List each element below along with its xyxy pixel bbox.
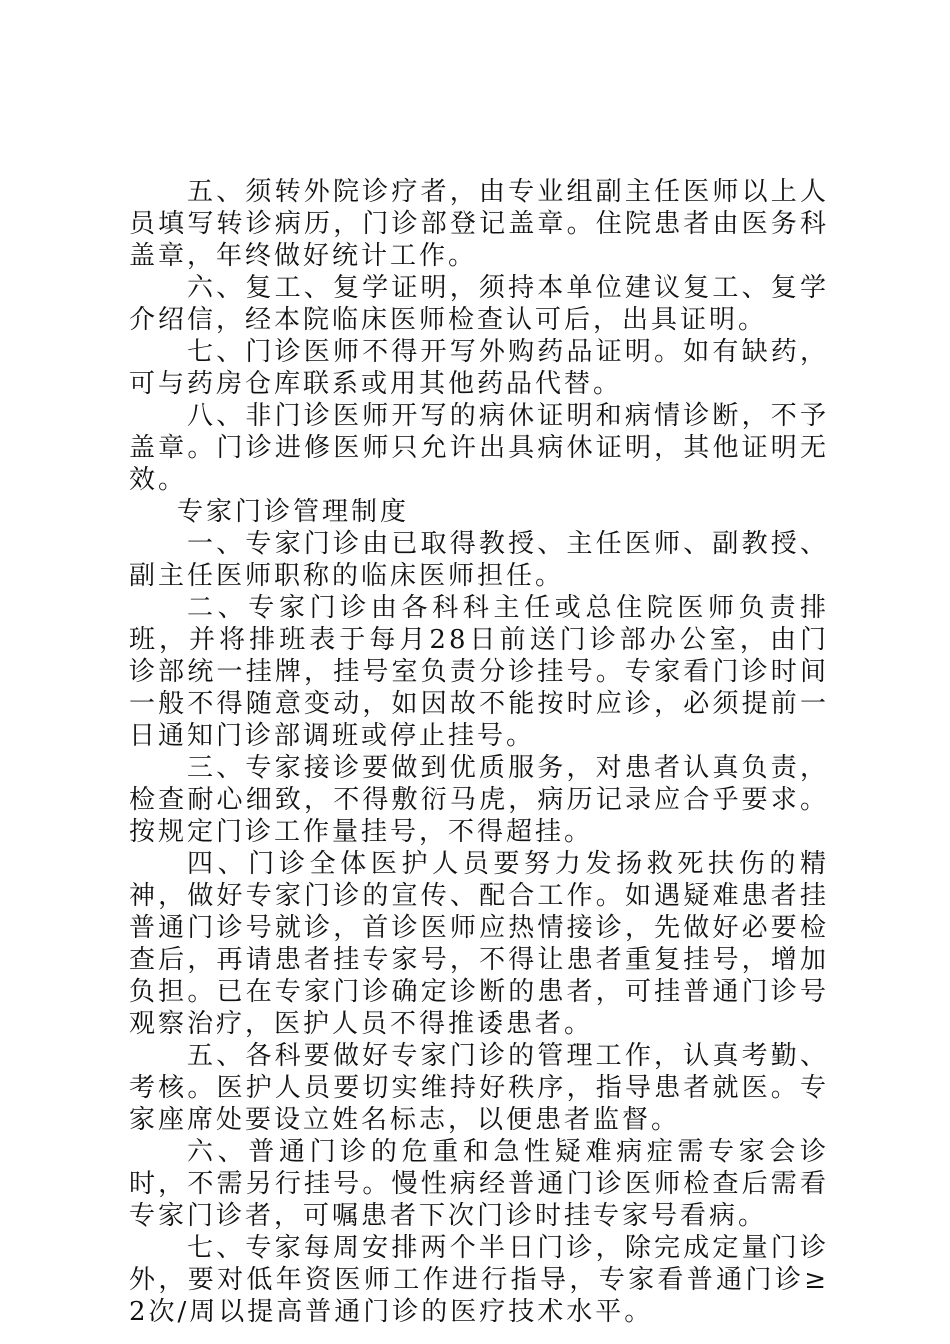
- paragraph-outside-drug-certificate: 七、门诊医师不得开写外购药品证明。如有缺药，可与药房仓库联系或用其他药品代替。: [129, 337, 829, 399]
- paragraph-sick-leave-certificate: 八、非门诊医师开写的病休证明和病情诊断，不予盖章。门诊进修医师只允许出具病休证明，其他证明无效。: [129, 401, 829, 495]
- paragraph-return-certificate: 六、复工、复学证明，须持本单位建议复工、复学介绍信，经本院临床医师检查认可后，出具证明。: [129, 273, 829, 335]
- section-paragraph-6: 六、普通门诊的危重和急性疑难病症需专家会诊时，不需另行挂号。慢性病经普通门诊医师检查后需看专家门诊者，可嘱患者下次门诊时挂专家号看病。: [129, 1137, 829, 1231]
- paragraph-transfer-referral: 五、须转外院诊疗者，由专业组副主任医师以上人员填写转诊病历，门诊部登记盖章。住院患者由医务科盖章，年终做好统计工作。: [129, 177, 829, 271]
- section-paragraph-3: 三、专家接诊要做到优质服务，对患者认真负责，检查耐心细致，不得敷衍马虎，病历记录应合乎要求。按规定门诊工作量挂号，不得超挂。: [129, 753, 829, 847]
- section-paragraph-7: 七、专家每周安排两个半日门诊，除完成定量门诊外，要对低年资医师工作进行指导，专家看普通门诊≥2次/周以提高普通门诊的医疗技术水平。: [129, 1233, 829, 1327]
- section-paragraph-2: 二、专家门诊由各科科主任或总住院医师负责排班，并将排班表于每月28日前送门诊部办公室，由门诊部统一挂牌，挂号室负责分诊挂号。专家看门诊时间一般不得随意变动，如因故不能按时应诊，必须提前一日通知门诊部调班或停止挂号。: [129, 593, 829, 751]
- section-paragraph-4: 四、门诊全体医护人员要努力发扬救死扶伤的精神，做好专家门诊的宣传、配合工作。如遇疑难患者挂普通门诊号就诊，首诊医师应热情接诊，先做好必要检查后，再请患者挂专家号，不得让患者重复挂号，增加负担。已在专家门诊确定诊断的患者，可挂普通门诊号观察治疗，医护人员不得推诿患者。: [129, 849, 829, 1039]
- document-body: [129, 176, 829, 1328]
- section-paragraph-5: 五、各科要做好专家门诊的管理工作，认真考勤、考核。医护人员要切实维持好秩序，指导患者就医。专家座席处要设立姓名标志，以便患者监督。: [129, 1041, 829, 1135]
- section-paragraph-1: 一、专家门诊由已取得教授、主任医师、副教授、副主任医师职称的临床医师担任。: [129, 529, 829, 591]
- section-title: 专家门诊管理制度: [177, 497, 410, 527]
